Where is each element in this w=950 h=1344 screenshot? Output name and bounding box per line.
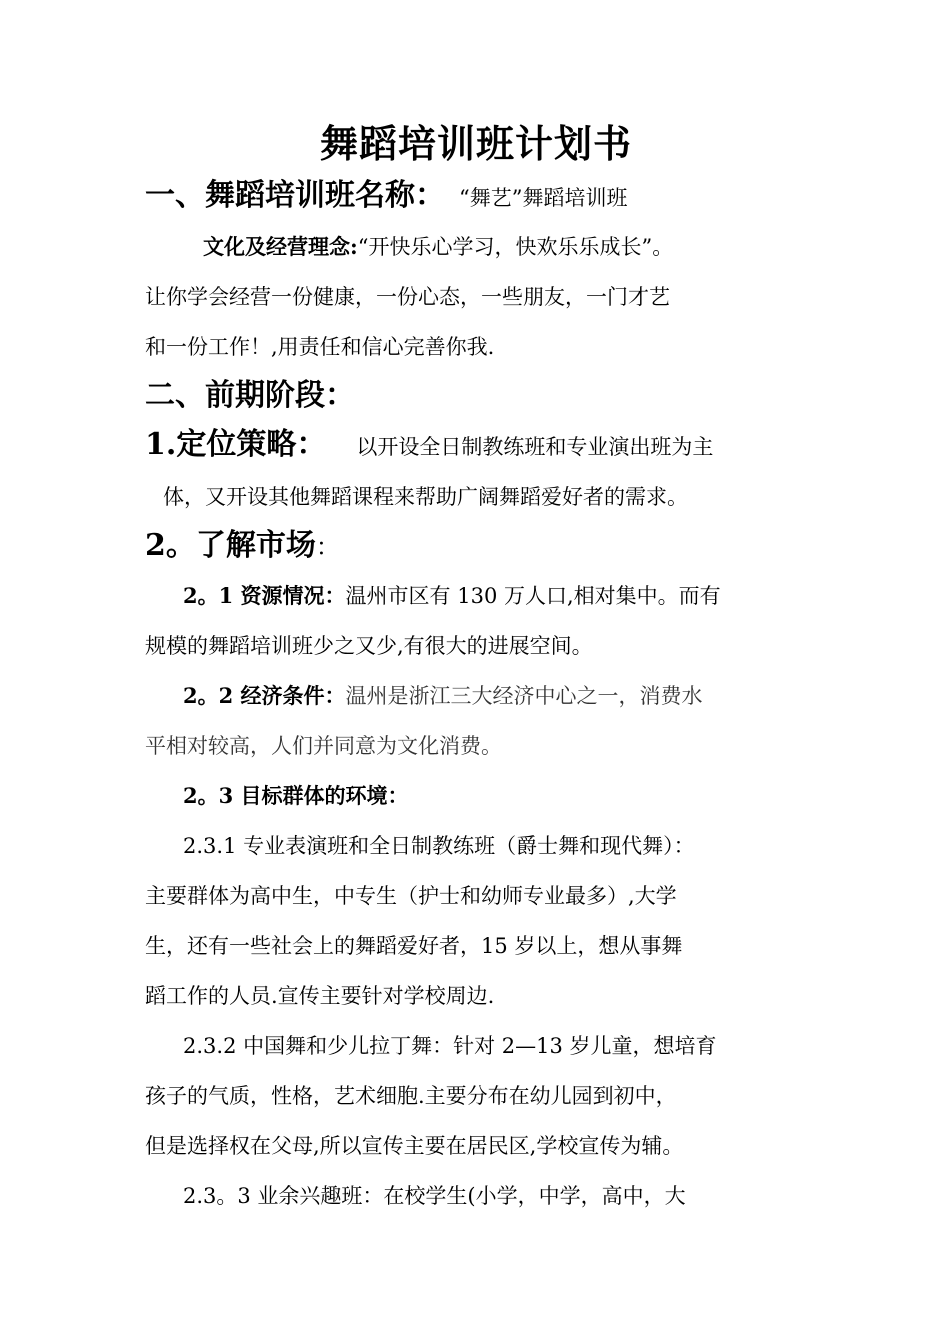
section-1-heading-row bbox=[145, 172, 807, 222]
positioning-paragraph bbox=[145, 420, 807, 522]
economy-label: 2。2 经济条件： bbox=[183, 683, 346, 708]
market-heading-colon: ： bbox=[315, 533, 340, 561]
concept-line-3: 和一份工作！,用责任和信心完善你我. bbox=[145, 335, 495, 359]
resources-line-1 bbox=[145, 571, 807, 621]
resources-text-1: 温州市区有 130 万人口,相对集中。而有 bbox=[345, 584, 721, 608]
kids-class-line-1: 2.3.2 中国舞和少儿拉丁舞：针对 2—13 岁儿童，想培育 bbox=[183, 1034, 717, 1058]
concept-line-2: 让你学会经营一份健康，一份心态，一些朋友，一门才艺 bbox=[145, 285, 670, 309]
kids-class-line-2: 孩子的气质，性格，艺术细胞.主要分布在幼儿园到初中， bbox=[145, 1084, 677, 1108]
market-heading: 2。了解市场 bbox=[145, 528, 316, 563]
economy-text-1: 温州是浙江三大经济中心之一，消费水 bbox=[345, 684, 703, 708]
concept-label: 文化及经营理念: bbox=[203, 234, 358, 259]
resources-line-2: 规模的舞蹈培训班少之又少,有很大的进展空间。 bbox=[145, 634, 593, 658]
market-heading-row bbox=[145, 522, 807, 571]
pro-class-line-1: 2.3.1 专业表演班和全日制教练班（爵士舞和现代舞）： bbox=[183, 834, 695, 858]
positioning-heading: 1.定位策略： bbox=[145, 427, 327, 462]
kids-class-line-3: 但是选择权在父母,所以宣传主要在居民区,学校宣传为辅。 bbox=[145, 1134, 684, 1158]
concept-line-1 bbox=[145, 222, 807, 272]
concept-slogan: “开快乐心学习，快欢乐乐成长”。 bbox=[357, 235, 674, 259]
economy-line-1 bbox=[145, 671, 807, 721]
hobby-class-line-1: 2.3。3 业余兴趣班：在校学生(小学，中学，高中，大 bbox=[183, 1184, 686, 1208]
pro-class-line-2: 主要群体为高中生，中专生（护士和幼师专业最多）,大学 bbox=[145, 884, 677, 908]
target-group-heading: 2。3 目标群体的环境： bbox=[183, 783, 409, 808]
class-name-text: “舞艺”舞蹈培训班 bbox=[459, 186, 628, 210]
positioning-line-1: 以开设全日制教练班和专业演出班为主 bbox=[356, 435, 714, 459]
positioning-line-2: 体，又开设其他舞蹈课程来帮助广阔舞蹈爱好者的需求。 bbox=[163, 485, 688, 509]
section-1-heading: 一、舞蹈培训班名称： bbox=[145, 178, 445, 213]
pro-class-line-4: 蹈工作的人员.宣传主要针对学校周边. bbox=[145, 984, 495, 1008]
section-2-heading: 二、前期阶段： bbox=[145, 378, 355, 413]
economy-line-2: 平相对较高，人们并同意为文化消费。 bbox=[145, 734, 502, 758]
document-title: 舞蹈培训班计划书 bbox=[319, 121, 632, 166]
pro-class-line-3: 生，还有一些社会上的舞蹈爱好者，15 岁以上，想从事舞 bbox=[145, 934, 683, 958]
resources-label: 2。1 资源情况： bbox=[183, 583, 346, 608]
